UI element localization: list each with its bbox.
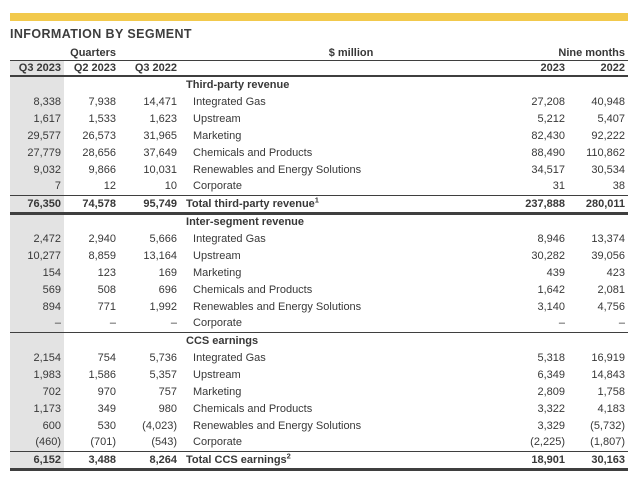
total-q3-2022: 95,749 [143,197,178,210]
table-row [10,298,628,315]
total-q3-2023: 76,350 [10,195,64,213]
column-header: Q3 2022 [134,61,178,74]
value-nine-months-2022: 110,862 [586,146,626,159]
value-q3-2022: 5,357 [149,368,178,381]
page-title: INFORMATION BY SEGMENT [10,27,192,41]
value-q3-2022: 696 [158,283,178,296]
group-header-spacer [119,46,180,60]
value-q3-2023: 1,617 [10,110,64,127]
value-q2-2023: 1,586 [88,368,117,381]
total-nine-months-2022: 280,011 [585,197,626,210]
value-q2-2023: 7,938 [88,95,117,108]
value-nine-months-2023: 6,349 [537,368,566,381]
value-q2-2023: 123 [97,266,117,279]
table-row [10,178,628,195]
value-nine-months-2023: 3,140 [537,300,566,313]
value-q3-2023: 2,472 [10,230,64,247]
section-spacer-cell [64,76,119,93]
value-nine-months-2022: 30,534 [591,163,626,176]
row-label: Marketing [193,266,242,279]
value-q2-2023: 8,859 [88,249,117,262]
value-q3-2023: 702 [10,383,64,400]
row-label: Marketing [193,129,242,142]
total-label-text: Total third-party revenue [186,197,315,210]
value-q3-2023: 154 [10,264,64,281]
row-label: Upstream [193,368,241,381]
value-nine-months-2023: 34,517 [531,163,566,176]
row-label: Renewables and Energy Solutions [193,163,362,176]
quarters-group-label: Quarters [70,46,117,59]
value-nine-months-2022: 1,758 [597,385,626,398]
row-label: Chemicals and Products [193,283,313,296]
section-spacer-cell [10,213,64,230]
value-nine-months-2023: 30,282 [531,249,566,262]
section-spacer-cell [480,213,568,230]
value-nine-months-2023: 1,642 [537,283,566,296]
value-nine-months-2023: 31 [552,180,566,193]
value-nine-months-2022: 39,056 [591,249,626,262]
row-label: Renewables and Energy Solutions [193,300,362,313]
total-nine-months-2023: 237,888 [525,197,566,210]
value-q2-2023: 530 [97,419,117,432]
total-q2-2023: 74,578 [82,197,117,210]
table-row [10,230,628,247]
value-q3-2022: 5,666 [149,232,178,245]
value-q3-2023: 29,577 [10,127,64,144]
value-q3-2022: 31,965 [143,129,178,142]
value-q3-2023: 600 [10,417,64,434]
value-q2-2023: 508 [97,283,117,296]
section-spacer-cell [64,213,119,230]
table-row [10,264,628,281]
section-spacer-cell [64,332,119,349]
total-row [10,195,628,213]
table-row [10,281,628,298]
value-nine-months-2023: 88,490 [531,146,566,159]
value-q3-2022: 169 [158,266,178,279]
value-q3-2022: 10,031 [143,163,178,176]
value-q3-2023: 8,338 [10,93,64,110]
value-q3-2022: 1,992 [149,300,178,313]
value-q3-2022: 757 [158,385,178,398]
value-nine-months-2023: 3,322 [537,402,566,415]
value-q2-2023: 771 [97,300,117,313]
row-label: Upstream [193,249,241,262]
table-row [10,417,628,434]
value-q2-2023: 970 [97,385,117,398]
value-q3-2022: (543) [151,436,178,449]
nine-months-group-label: Nine months [558,46,626,59]
value-nine-months-2022: 5,407 [597,112,626,125]
value-nine-months-2023: – [558,317,566,330]
value-nine-months-2023: 82,430 [531,129,566,142]
total-label-text: Total CCS earnings [186,453,287,466]
table-row [10,366,628,383]
total-q3-2022: 8,264 [149,453,178,466]
table-row [10,349,628,366]
value-nine-months-2023: 5,318 [537,351,566,364]
column-header: 2022 [600,61,626,74]
value-q3-2022: (4,023) [142,419,178,432]
table-row [10,144,628,161]
value-q3-2022: 5,736 [149,351,178,364]
value-nine-months-2022: 423 [606,266,626,279]
value-q2-2023: – [109,317,117,330]
section-spacer-cell [480,76,568,93]
value-q2-2023: 754 [97,351,117,364]
table-row [10,434,628,451]
value-nine-months-2023: 27,208 [531,95,566,108]
table-row [10,93,628,110]
row-label: Renewables and Energy Solutions [193,419,362,432]
row-label: Upstream [193,112,241,125]
row-label: Integrated Gas [193,95,266,108]
value-q3-2023: (460) [10,434,64,451]
value-q2-2023: 28,656 [82,146,117,159]
column-header: 2023 [540,61,566,74]
value-q3-2023: 10,277 [10,247,64,264]
table-row [10,383,628,400]
value-q3-2022: 37,649 [143,146,178,159]
table-row [10,400,628,417]
row-label: Corporate [193,317,242,330]
section-spacer-cell [10,76,64,93]
value-q2-2023: 12 [103,180,117,193]
value-nine-months-2022: 14,843 [591,368,626,381]
total-q2-2023: 3,488 [88,453,117,466]
value-q3-2023: 1,173 [10,400,64,417]
value-nine-months-2023: 439 [546,266,566,279]
value-nine-months-2022: 16,919 [591,351,626,364]
value-q3-2023: 2,154 [10,349,64,366]
value-nine-months-2022: 4,756 [597,300,626,313]
table-row [10,161,628,178]
column-header-spacer [180,60,480,76]
value-nine-months-2022: 92,222 [591,129,626,142]
section-title: Third-party revenue [186,79,290,91]
value-nine-months-2022: 40,948 [591,95,626,108]
value-nine-months-2022: 4,183 [597,402,626,415]
value-q3-2023: 1,983 [10,366,64,383]
table-row [10,127,628,144]
value-q2-2023: 26,573 [82,129,117,142]
section-header-row [10,332,628,349]
value-q2-2023: 1,533 [88,112,117,125]
column-header: Q3 2023 [10,60,64,76]
row-label: Marketing [193,385,242,398]
value-q3-2022: 13,164 [143,249,178,262]
value-nine-months-2023: 3,329 [537,419,566,432]
row-label: Integrated Gas [193,232,266,245]
value-nine-months-2022: – [618,317,626,330]
value-q2-2023: (701) [90,436,117,449]
total-q3-2023: 6,152 [10,451,64,469]
value-nine-months-2023: 2,809 [537,385,566,398]
table-row [10,247,628,264]
total-nine-months-2023: 18,901 [531,453,566,466]
value-q3-2022: 1,623 [149,112,178,125]
value-nine-months-2022: 13,374 [591,232,626,245]
row-label: Corporate [193,436,242,449]
group-header-row [10,46,628,60]
value-q3-2022: 14,471 [143,95,178,108]
footnote-marker: 2 [286,451,291,460]
value-nine-months-2023: 8,946 [537,232,566,245]
value-q3-2023: 7 [10,178,64,195]
value-nine-months-2023: (2,225) [530,436,566,449]
value-q2-2023: 2,940 [88,232,117,245]
segment-table [10,46,628,471]
value-nine-months-2023: 5,212 [537,112,566,125]
value-nine-months-2022: (5,732) [590,419,626,432]
section-spacer-cell [10,332,64,349]
section-spacer-cell [119,76,180,93]
table-row [10,110,628,127]
total-label [180,195,480,213]
value-q3-2023: – [10,315,64,332]
row-label: Chemicals and Products [193,146,313,159]
row-label: Integrated Gas [193,351,266,364]
total-label [180,451,480,469]
section-title: CCS earnings [186,334,259,347]
column-header: Q2 2023 [73,61,117,74]
value-q3-2023: 27,779 [10,144,64,161]
table-row [10,315,628,332]
section-spacer-cell [119,213,180,230]
section-header-row [10,76,628,93]
section-spacer-cell [568,213,628,230]
value-q3-2023: 894 [10,298,64,315]
value-q3-2023: 9,032 [10,161,64,178]
value-q3-2022: 980 [158,402,178,415]
total-row [10,451,628,469]
value-nine-months-2022: 38 [612,180,626,193]
value-q3-2023: 569 [10,281,64,298]
value-q2-2023: 9,866 [88,163,117,176]
value-q3-2022: 10 [164,180,178,193]
value-q3-2022: – [170,317,178,330]
column-header-row [10,60,628,76]
section-title: Inter-segment revenue [186,216,304,229]
total-nine-months-2022: 30,163 [591,453,626,466]
value-nine-months-2022: 2,081 [597,283,626,296]
footnote-marker: 1 [314,195,319,204]
section-spacer-cell [119,332,180,349]
row-label: Chemicals and Products [193,402,313,415]
unit-label: $ million [328,46,374,59]
section-spacer-cell [568,76,628,93]
section-spacer-cell [568,332,628,349]
accent-bar [10,13,628,21]
value-q2-2023: 349 [97,402,117,415]
row-label: Corporate [193,180,242,193]
section-spacer-cell [480,332,568,349]
section-header-row [10,213,628,230]
value-nine-months-2022: (1,807) [590,436,626,449]
